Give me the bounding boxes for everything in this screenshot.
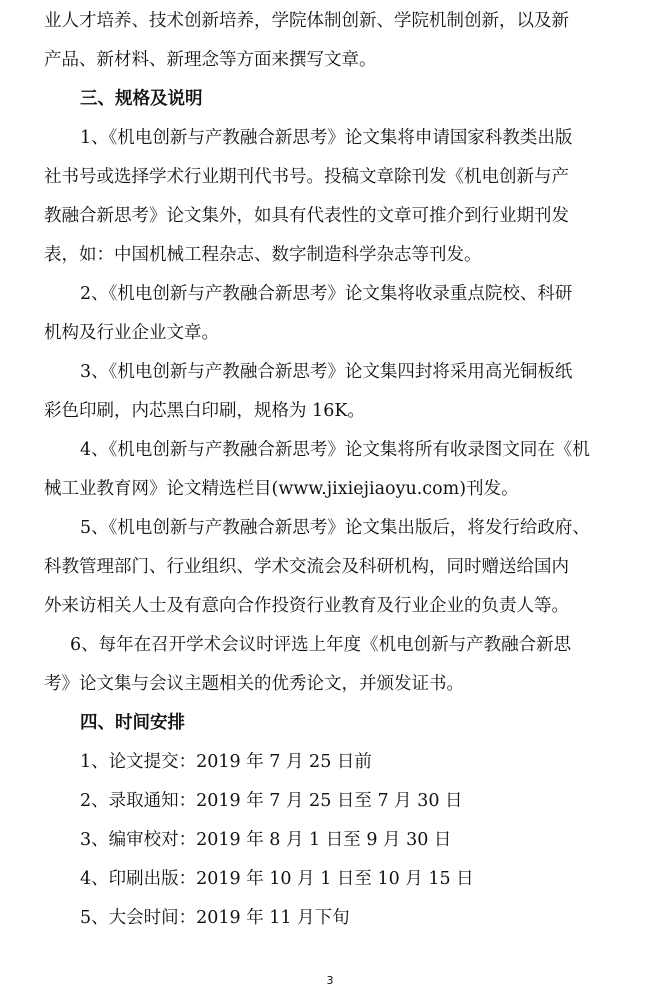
text-line: 械工业教育网》论文精选栏目(www.jixiejiaoyu.com)刊发。 xyxy=(44,479,519,499)
text-line: 机构及行业企业文章。 xyxy=(44,323,219,343)
text-line: 产品、新材料、新理念等方面来撰写文章。 xyxy=(44,50,377,70)
text-line: 3、《机电创新与产教融合新思考》论文集四封将采用高光铜板纸 xyxy=(80,362,573,382)
text-line: 业人才培养、技术创新培养，学院体制创新、学院机制创新，以及新 xyxy=(44,11,569,31)
schedule-item: 4、印刷出版：2019 年 10 月 1 日至 10 月 15 日 xyxy=(80,869,474,889)
text-line: 彩色印刷，内芯黑白印刷，规格为 16K。 xyxy=(44,401,365,421)
text-line: 6、每年在召开学术会议时评选上年度《机电创新与产教融合新思 xyxy=(70,635,572,655)
spec-paragraph-3 xyxy=(44,353,620,431)
spec-paragraph-2 xyxy=(44,275,620,353)
text-line: 表，如：中国机械工程杂志、数字制造科学杂志等刊发。 xyxy=(44,245,482,265)
text-line: 外来访相关人士及有意向合作投资行业教育及行业企业的负责人等。 xyxy=(44,596,569,616)
text-line: 科教管理部门、行业组织、学术交流会及科研机构，同时赠送给国内 xyxy=(44,557,569,577)
spec-paragraph-1 xyxy=(44,119,620,275)
text-line: 2、《机电创新与产教融合新思考》论文集将收录重点院校、科研 xyxy=(80,284,573,304)
document-body xyxy=(44,2,620,938)
text-line: 社书号或选择学术行业期刊代书号。投稿文章除刊发《机电创新与产 xyxy=(44,167,569,187)
section-heading-schedule: 四、时间安排 xyxy=(80,713,185,733)
schedule-item: 2、录取通知：2019 年 7 月 25 日至 7 月 30 日 xyxy=(80,791,463,811)
spec-paragraph-5 xyxy=(44,509,620,626)
intro-paragraph xyxy=(44,2,620,80)
schedule-item: 1、论文提交：2019 年 7 月 25 日前 xyxy=(80,752,372,772)
text-line: 5、《机电创新与产教融合新思考》论文集出版后，将发行给政府、 xyxy=(80,518,590,538)
schedule-item: 5、大会时间：2019 年 11 月下旬 xyxy=(80,908,350,928)
text-line: 4、《机电创新与产教融合新思考》论文集将所有收录图文同在《机 xyxy=(80,440,590,460)
text-line: 1、《机电创新与产教融合新思考》论文集将申请国家科教类出版 xyxy=(80,128,573,148)
schedule-item: 3、编审校对：2019 年 8 月 1 日至 9 月 30 日 xyxy=(80,830,452,850)
spec-paragraph-6 xyxy=(44,626,620,704)
text-line: 考》论文集与会议主题相关的优秀论文，并颁发证书。 xyxy=(44,674,464,694)
spec-paragraph-4 xyxy=(44,431,620,509)
page-number: 3 xyxy=(326,974,334,987)
section-heading-specs: 三、规格及说明 xyxy=(80,89,203,109)
text-line: 教融合新思考》论文集外，如具有代表性的文章可推介到行业期刊发 xyxy=(44,206,569,226)
